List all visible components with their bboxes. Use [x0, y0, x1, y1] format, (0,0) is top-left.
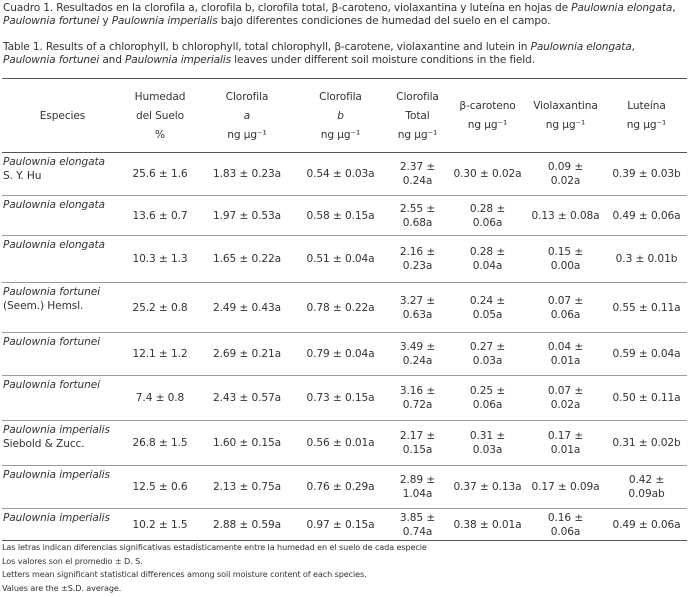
species-name: Paulownia fortunei — [3, 336, 101, 348]
table-cell — [450, 466, 525, 508]
column-header-line: % — [155, 128, 165, 141]
caption-en-sep-2: and — [99, 54, 126, 67]
table-cell — [198, 283, 296, 332]
table-cell — [606, 283, 687, 332]
table-cell-line: 0.06a — [472, 216, 503, 229]
table-cell-line: 0.09 ± — [547, 161, 584, 173]
table-cell — [450, 421, 525, 465]
species-name: Paulownia elongata — [3, 156, 105, 168]
table-cell-line: 0.06a — [550, 308, 581, 321]
table-cell — [385, 376, 450, 420]
table-cell — [296, 283, 385, 332]
species-cell — [3, 196, 122, 237]
table-cell — [296, 376, 385, 420]
column-header-line: ng µg⁻¹ — [545, 119, 586, 131]
table-cell-line: 2.69 ± 0.21a — [212, 348, 282, 360]
table-cell — [525, 333, 606, 375]
column-header-line: ng µg⁻¹ — [626, 119, 667, 131]
table-cell — [606, 376, 687, 420]
species-name: Paulownia imperialis — [3, 424, 110, 436]
column-header — [606, 80, 687, 152]
table-cell — [296, 236, 385, 282]
table-cell — [385, 196, 450, 235]
table-cell — [606, 466, 687, 508]
table-cell-line: 0.54 ± 0.03a — [306, 168, 375, 180]
table-cell — [122, 466, 198, 508]
table-cell — [198, 236, 296, 282]
caption-english — [3, 41, 687, 67]
table-cell — [606, 421, 687, 465]
table-cell — [385, 466, 450, 508]
table-cell-line: 2.37 ± 0.24a — [399, 161, 436, 187]
table-cell — [525, 376, 606, 420]
caption-en-suffix: leaves under different soil moisture conditions in the field. — [230, 54, 535, 67]
caption-es-species-3: Paulownia imperialis — [111, 15, 218, 28]
table-cell — [385, 333, 450, 375]
table-cell-line: 25.2 ± 0.8 — [132, 301, 188, 314]
table-cell-line: 12.5 ± 0.6 — [132, 481, 188, 493]
table-cell-line: 2.88 ± 0.59a — [212, 518, 282, 531]
table-cell-line: 0.24a — [402, 355, 433, 367]
table-cell-line: 0.09ab — [628, 488, 665, 500]
column-header — [385, 80, 450, 152]
table-cell-line: 0.28 ± — [469, 246, 506, 258]
table-cell-line: 13.6 ± 0.7 — [132, 209, 188, 222]
species-cell — [3, 236, 122, 284]
column-header-line: Clorofila — [225, 90, 269, 103]
table-cell — [606, 509, 687, 540]
column-header-line: Especies — [39, 109, 86, 122]
table-cell-line: 0.15 ± — [547, 246, 584, 258]
table-cell — [122, 421, 198, 465]
table-cell — [450, 196, 525, 235]
table-cell — [450, 153, 525, 195]
note-line: Los valores son el promedio ± D. S. — [2, 555, 143, 566]
table-cell — [122, 376, 198, 420]
table-cell-line: 0.04a — [472, 260, 503, 272]
column-header-line: Clorofila — [396, 90, 439, 103]
column-header-line: ng µg⁻¹ — [320, 128, 361, 141]
table-cell — [606, 236, 687, 282]
species-name: Paulownia imperialis — [3, 469, 110, 481]
caption-es-species-1: Paulownia elongata — [571, 2, 673, 14]
column-header-line: Luteína — [627, 100, 666, 112]
table-cell-line: 0.78 ± 0.22a — [306, 301, 375, 314]
table-cell — [525, 236, 606, 282]
table-cell-line: 25.6 ± 1.6 — [132, 168, 188, 180]
species-cell — [3, 153, 122, 197]
table-cell — [525, 153, 606, 195]
species-author: (Seem.) Hemsl. — [3, 300, 84, 312]
column-header-line: b — [337, 109, 344, 122]
caption-es-sep-2: y — [99, 15, 112, 28]
table-cell — [198, 196, 296, 235]
caption-es-sep-1: , — [672, 2, 676, 14]
caption-es-species-2: Paulownia fortunei — [3, 15, 100, 28]
table-cell — [606, 153, 687, 195]
caption-en-species-2: Paulownia fortunei — [3, 54, 100, 67]
table-cell-line: 0.28 ± — [469, 202, 506, 215]
column-header-line: Humedad — [134, 90, 186, 103]
table-cell-line: 0.79 ± 0.04a — [306, 348, 375, 360]
table-cell-line: 0.03a — [472, 444, 503, 456]
column-header-line: del Suelo — [135, 109, 185, 122]
table-cell-line: 0.39 ± 0.03b — [612, 168, 681, 180]
table-cell-line: 0.49 ± 0.06a — [612, 518, 681, 531]
table-cell-line: 1.97 ± 0.53a — [212, 209, 282, 222]
species-name: Paulownia elongata — [3, 199, 105, 211]
table-cell — [525, 421, 606, 465]
table-cell-line: 12.1 ± 1.2 — [132, 348, 188, 360]
column-header — [122, 80, 198, 152]
table-top-rule — [2, 78, 687, 79]
column-header-line: Violaxantina — [533, 100, 598, 112]
species-cell — [3, 509, 122, 542]
table-cell — [296, 196, 385, 235]
table-cell-line: 0.3 ± 0.01b — [615, 253, 678, 265]
table-cell — [122, 509, 198, 540]
table-cell-line: 0.23a — [402, 260, 433, 272]
table-cell-line: 3.49 ± — [399, 341, 436, 353]
table-cell-line: 0.04 ± — [547, 341, 584, 353]
species-cell — [3, 421, 122, 467]
table-cell — [122, 236, 198, 282]
table-cell — [385, 153, 450, 195]
table-cell-line: 0.06a — [472, 399, 503, 411]
caption-es-prefix: Cuadro 1. Resultados en la clorofila a, clorofila b, clorofila total, β-caroteno, violaxantina y luteína en hojas de — [3, 2, 572, 14]
table-cell-line: 7.4 ± 0.8 — [135, 392, 185, 404]
table-cell-line: 0.13 ± 0.08a — [531, 209, 600, 222]
table-cell-line: 3.27 ± — [399, 294, 436, 307]
table-cell — [525, 509, 606, 540]
table-cell-line: 0.05a — [472, 308, 503, 321]
table-cell-line: 0.59 ± 0.04a — [612, 348, 681, 360]
table-cell — [122, 153, 198, 195]
caption-en-species-1: Paulownia elongata — [530, 41, 632, 53]
caption-en-prefix: Table 1. Results of a chlorophyll, b chlorophyll, total chlorophyll, β-carotene, violaxantine and lutein in — [3, 41, 531, 53]
table-cell-line: 0.06a — [550, 525, 581, 538]
table-notes — [2, 541, 687, 595]
table-cell — [122, 196, 198, 235]
table-cell-line: 0.17 ± 0.09a — [531, 481, 600, 493]
column-header — [450, 80, 525, 152]
species-name: Paulownia fortunei — [3, 379, 101, 391]
table-cell-line: 2.43 ± 0.57a — [212, 392, 282, 404]
table-cell-line: 0.37 ± 0.13a — [453, 481, 522, 493]
table-cell-line: 0.02a — [550, 175, 581, 187]
table-cell-line: 0.16 ± — [547, 511, 584, 524]
species-cell — [3, 376, 122, 422]
table-cell — [198, 509, 296, 540]
table-cell-line: 0.56 ± 0.01a — [306, 437, 375, 449]
table-cell-line: 2.55 ± 0.68a — [399, 202, 436, 229]
table-cell-line: 0.58 ± 0.15a — [306, 209, 375, 222]
table-cell — [198, 421, 296, 465]
species-name: Paulownia imperialis — [3, 512, 110, 524]
table-cell-line: 2.89 ± 1.04a — [399, 474, 436, 500]
column-header-line: ng µg⁻¹ — [397, 128, 438, 141]
table-cell — [450, 283, 525, 332]
table-cell-line: 0.97 ± 0.15a — [306, 518, 375, 531]
note-line: Values are the ±S.D. average. — [2, 582, 122, 593]
table-cell-line: 0.42 ± — [628, 474, 665, 486]
table-cell-line: 0.07 ± — [547, 294, 584, 307]
table-cell-line: 0.15a — [402, 444, 433, 456]
table-cell — [385, 236, 450, 282]
table-cell — [296, 421, 385, 465]
table-cell-line: 0.01a — [550, 355, 581, 367]
table-cell — [198, 153, 296, 195]
table-cell-line: 3.85 ± 0.74a — [399, 511, 436, 538]
table-cell-line: 0.49 ± 0.06a — [612, 209, 681, 222]
table-cell-line: 0.30 ± 0.02a — [453, 168, 522, 180]
species-cell — [3, 283, 122, 334]
table-cell-line: 10.3 ± 1.3 — [132, 253, 188, 265]
table-cell-line: 2.16 ± — [399, 246, 436, 258]
table-cell — [385, 283, 450, 332]
table-cell — [606, 333, 687, 375]
table-cell-line: 0.55 ± 0.11a — [612, 301, 681, 314]
table-cell-line: 3.16 ± — [399, 385, 436, 397]
table-cell-line: 0.01a — [550, 444, 581, 456]
species-author: Siebold & Zucc. — [3, 438, 85, 450]
caption-en-species-3: Paulownia imperialis — [125, 54, 231, 67]
column-header — [198, 80, 296, 152]
note-line: Letters mean significant statistical differences among soil moisture content of each species. — [2, 569, 367, 579]
column-header — [525, 80, 606, 152]
table-cell-line: 1.83 ± 0.23a — [212, 168, 282, 180]
table-cell-line: 0.31 ± — [469, 430, 506, 442]
table-cell-line: 0.38 ± 0.01a — [453, 518, 522, 531]
table-cell — [450, 509, 525, 540]
table-cell-line: 0.76 ± 0.29a — [306, 481, 375, 493]
table-cell — [296, 333, 385, 375]
table-cell-line: 0.73 ± 0.15a — [306, 392, 375, 404]
table-cell-line: 1.65 ± 0.22a — [212, 253, 282, 265]
table-cell — [450, 333, 525, 375]
species-name: Paulownia elongata — [3, 239, 105, 251]
table-cell — [296, 466, 385, 508]
table-cell — [198, 466, 296, 508]
table-cell-line: 1.60 ± 0.15a — [212, 437, 282, 449]
table-cell-line: 0.07 ± — [547, 385, 584, 397]
species-cell — [3, 333, 122, 377]
column-header-line: ng µg⁻¹ — [467, 119, 508, 131]
table-cell — [198, 333, 296, 375]
caption-en-sep-1: , — [631, 41, 635, 53]
table-cell — [122, 283, 198, 332]
table-cell — [122, 333, 198, 375]
species-name: Paulownia fortunei — [3, 286, 101, 298]
table-cell-line: 0.50 ± 0.11a — [612, 392, 681, 404]
table-cell — [525, 466, 606, 508]
table-cell — [606, 196, 687, 235]
table-cell-line: 0.63a — [402, 308, 433, 321]
table-cell-line: 0.17 ± — [547, 430, 584, 442]
table-cell-line: 0.03a — [472, 355, 503, 367]
column-header-line: a — [243, 109, 251, 122]
caption-spanish — [3, 2, 687, 28]
column-header-line: Clorofila — [319, 90, 362, 103]
table-cell-line: 0.02a — [550, 399, 581, 411]
table-cell-line: 0.51 ± 0.04a — [306, 253, 375, 265]
table-cell — [296, 509, 385, 540]
table-cell-line: 0.00a — [550, 260, 581, 272]
table-cell-line: 0.25 ± — [469, 385, 506, 397]
table-cell — [385, 421, 450, 465]
table-cell-line: 26.8 ± 1.5 — [132, 437, 188, 449]
species-cell — [3, 466, 122, 510]
table-cell-line: 2.13 ± 0.75a — [212, 481, 282, 493]
table-cell-line: 0.24 ± — [469, 294, 506, 307]
column-header — [296, 80, 385, 152]
table-cell — [450, 376, 525, 420]
table-cell — [296, 153, 385, 195]
column-header — [3, 80, 122, 152]
table-cell-line: 0.27 ± — [469, 341, 506, 353]
table-cell — [450, 236, 525, 282]
table-cell — [525, 283, 606, 332]
table-cell-line: 10.2 ± 1.5 — [132, 518, 188, 531]
caption-es-suffix: bajo diferentes condiciones de humedad del suelo en el campo. — [217, 15, 551, 28]
table-cell — [525, 196, 606, 235]
table-cell — [385, 509, 450, 540]
table-cell-line: 0.72a — [402, 399, 433, 411]
note-line: Las letras indican diferencias significativas estadísticamente entre la humedad en el suelo de cada especie — [2, 542, 427, 552]
column-header-line: β-caroteno — [459, 100, 516, 112]
column-header-line: ng µg⁻¹ — [227, 128, 267, 141]
table-cell-line: 0.31 ± 0.02b — [612, 437, 681, 449]
species-author: S. Y. Hu — [3, 170, 42, 182]
table-cell-line: 2.17 ± — [399, 430, 436, 442]
column-header-line: Total — [405, 109, 430, 122]
table-cell — [198, 376, 296, 420]
table-cell-line: 2.49 ± 0.43a — [212, 301, 282, 314]
